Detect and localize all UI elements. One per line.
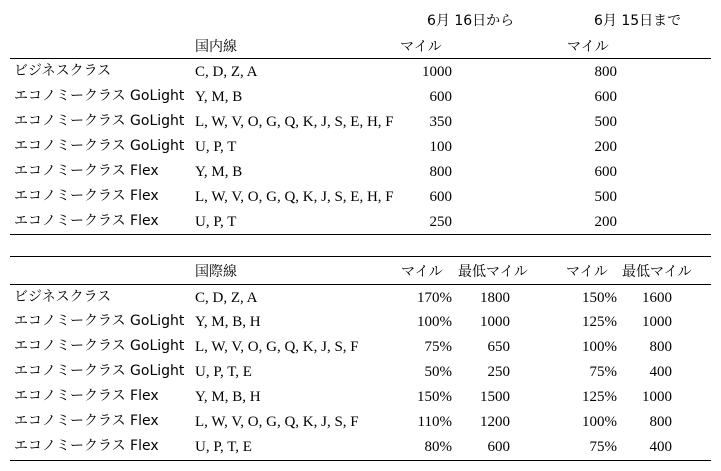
percent-until: 125%	[582, 389, 617, 405]
international-miles-until-header: マイル	[566, 264, 608, 280]
min-miles-until: 400	[649, 364, 672, 380]
min-miles-until: 1000	[642, 389, 672, 405]
percent-until: 75%	[589, 439, 617, 455]
miles-until: 600	[594, 164, 617, 180]
min-miles-from: 1200	[480, 414, 510, 430]
booking-classes: Y, M, B, H	[195, 314, 261, 330]
percent-until: 150%	[582, 290, 617, 306]
booking-classes: L, W, V, O, G, Q, K, J, S, E, H, F	[195, 114, 394, 130]
international-header-rule	[10, 284, 711, 285]
percent-until: 125%	[582, 314, 617, 330]
booking-classes: C, D, Z, A	[195, 290, 258, 306]
percent-until: 100%	[582, 339, 617, 355]
domestic-miles-until-header: マイル	[567, 39, 609, 55]
domestic-header-rule	[10, 58, 711, 59]
miles-until: 500	[594, 189, 617, 205]
international-min-until-header: 最低マイル	[622, 264, 692, 280]
date-from-header: 6月 16日から	[427, 13, 515, 29]
miles-until: 600	[594, 89, 617, 105]
booking-classes: U, P, T	[195, 214, 237, 230]
cabin-label: エコノミークラス GoLight	[14, 113, 185, 129]
min-miles-from: 650	[487, 339, 510, 355]
domestic-section-label: 国内線	[195, 39, 237, 55]
cabin-label: エコノミークラス Flex	[14, 438, 159, 454]
min-miles-until: 800	[649, 414, 672, 430]
cabin-label: エコノミークラス GoLight	[14, 88, 185, 104]
booking-classes: L, W, V, O, G, Q, K, J, S, F	[195, 339, 359, 355]
cabin-label: ビジネスクラス	[14, 63, 112, 79]
percent-from: 100%	[417, 314, 452, 330]
miles-from: 250	[429, 214, 452, 230]
cabin-label: エコノミークラス Flex	[14, 388, 159, 404]
booking-classes: L, W, V, O, G, Q, K, J, S, F	[195, 414, 359, 430]
booking-classes: U, P, T	[195, 139, 237, 155]
booking-classes: Y, M, B, H	[195, 389, 261, 405]
cabin-label: エコノミークラス GoLight	[14, 313, 185, 329]
cabin-label: エコノミークラス GoLight	[14, 338, 185, 354]
percent-from: 170%	[417, 290, 452, 306]
miles-until: 200	[594, 214, 617, 230]
percent-from: 50%	[424, 364, 452, 380]
miles-from: 100	[429, 139, 452, 155]
international-section-label: 国際線	[195, 264, 237, 280]
booking-classes: U, P, T, E	[195, 439, 252, 455]
cabin-label: エコノミークラス GoLight	[14, 363, 185, 379]
miles-from: 600	[429, 89, 452, 105]
min-miles-until: 800	[649, 339, 672, 355]
cabin-label: エコノミークラス Flex	[14, 163, 159, 179]
miles-until: 800	[594, 64, 617, 80]
international-top-rule	[10, 256, 711, 257]
miles-until: 200	[594, 139, 617, 155]
cabin-label: エコノミークラス Flex	[14, 213, 159, 229]
miles-from: 1000	[422, 64, 452, 80]
min-miles-until: 1000	[642, 314, 672, 330]
cabin-label: ビジネスクラス	[14, 289, 112, 305]
miles-from: 350	[429, 114, 452, 130]
percent-from: 80%	[424, 439, 452, 455]
min-miles-from: 1800	[480, 290, 510, 306]
percent-from: 150%	[417, 389, 452, 405]
cabin-label: エコノミークラス Flex	[14, 413, 159, 429]
percent-until: 75%	[589, 364, 617, 380]
min-miles-from: 1000	[480, 314, 510, 330]
min-miles-from: 600	[487, 439, 510, 455]
cabin-label: エコノミークラス GoLight	[14, 138, 185, 154]
min-miles-until: 1600	[642, 290, 672, 306]
miles-until: 500	[594, 114, 617, 130]
booking-classes: L, W, V, O, G, Q, K, J, S, E, H, F	[195, 189, 394, 205]
miles-from: 600	[429, 189, 452, 205]
booking-classes: Y, M, B	[195, 164, 243, 180]
domestic-miles-from-header: マイル	[400, 39, 442, 55]
miles-from: 800	[429, 164, 452, 180]
percent-until: 100%	[582, 414, 617, 430]
min-miles-from: 250	[487, 364, 510, 380]
domestic-bottom-rule	[10, 234, 711, 235]
percent-from: 75%	[424, 339, 452, 355]
booking-classes: U, P, T, E	[195, 364, 252, 380]
percent-from: 110%	[417, 414, 452, 430]
date-until-header: 6月 15日まで	[594, 13, 682, 29]
international-bottom-rule	[10, 460, 711, 461]
international-min-from-header: 最低マイル	[458, 264, 528, 280]
min-miles-from: 1500	[480, 389, 510, 405]
booking-classes: Y, M, B	[195, 89, 243, 105]
booking-classes: C, D, Z, A	[195, 64, 258, 80]
international-miles-from-header: マイル	[401, 264, 443, 280]
min-miles-until: 400	[649, 439, 672, 455]
cabin-label: エコノミークラス Flex	[14, 188, 159, 204]
